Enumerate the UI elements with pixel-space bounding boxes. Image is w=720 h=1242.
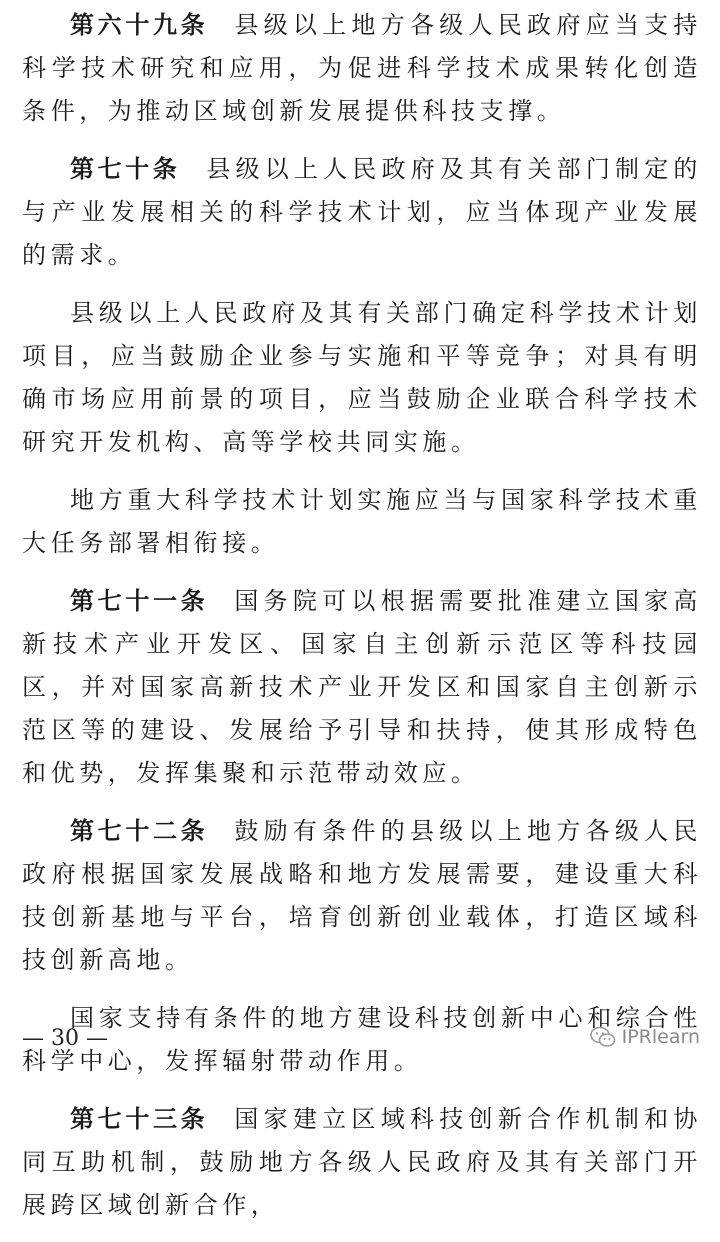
- article-text: 县级以上人民政府及其有关部门制定的与产业发展相关的科学技术计划，应当体现产业发展的需求。: [22, 155, 702, 269]
- paragraph-text: 国家支持有条件的地方建设科技创新中心和综合性科学中心，发挥辐射带动作用。: [22, 1004, 702, 1075]
- article-70: [22, 148, 702, 277]
- article-text: 国务院可以根据需要批准建立国家高新技术产业开发区、国家自主创新示范区等科技园区，并对国家高新技术产业开发区和国家自主创新示范区等的建设、发展给予引导和扶持，使其形成特色和优势，发挥集聚和示范带动效应。: [22, 587, 703, 787]
- article-text: 鼓励有条件的县级以上地方各级人民政府根据国家发展战略和地方发展需要，建设重大科技创新基地与平台，培育创新创业载体，打造区域科技创新高地。: [22, 817, 703, 974]
- article-text: 县级以上地方各级人民政府应当支持科学技术研究和应用，为促进科学技术成果转化创造条件，为推动区域创新发展提供科技支撑。: [22, 11, 703, 125]
- article-70-paragraph-2: [22, 292, 702, 464]
- article-number: 第七十三条: [70, 1105, 209, 1133]
- paragraph-text: 地方重大科学技术计划实施应当与国家科学技术重大任务部署相衔接。: [22, 486, 702, 557]
- article-69: [22, 4, 702, 133]
- page-footer: [22, 1024, 702, 1054]
- article-number: 第七十一条: [70, 587, 209, 615]
- watermark: [590, 1026, 700, 1048]
- article-72: [22, 810, 702, 982]
- article-text: 国家建立区域科技创新合作机制和协同互助机制，鼓励地方各级人民政府及其有关部门开展跨区域创新合作，: [22, 1105, 703, 1219]
- article-70-paragraph-3: [22, 479, 702, 565]
- article-number: 第七十二条: [70, 817, 209, 845]
- paragraph-text: 县级以上人民政府及其有关部门确定科学技术计划项目，应当鼓励企业参与实施和平等竞争；对具有明确市场应用前景的项目，应当鼓励企业联合科学技术研究开发机构、高等学校共同实施。: [22, 299, 702, 456]
- article-71: [22, 580, 702, 795]
- watermark-text: IPRlearn: [621, 1026, 700, 1048]
- document-body: [22, 4, 702, 1242]
- wechat-icon: [590, 1026, 616, 1048]
- article-number: 第六十九条: [70, 11, 209, 39]
- article-73: [22, 1098, 702, 1227]
- page-number: — 30 —: [22, 1026, 108, 1051]
- article-number: 第七十条: [70, 155, 181, 183]
